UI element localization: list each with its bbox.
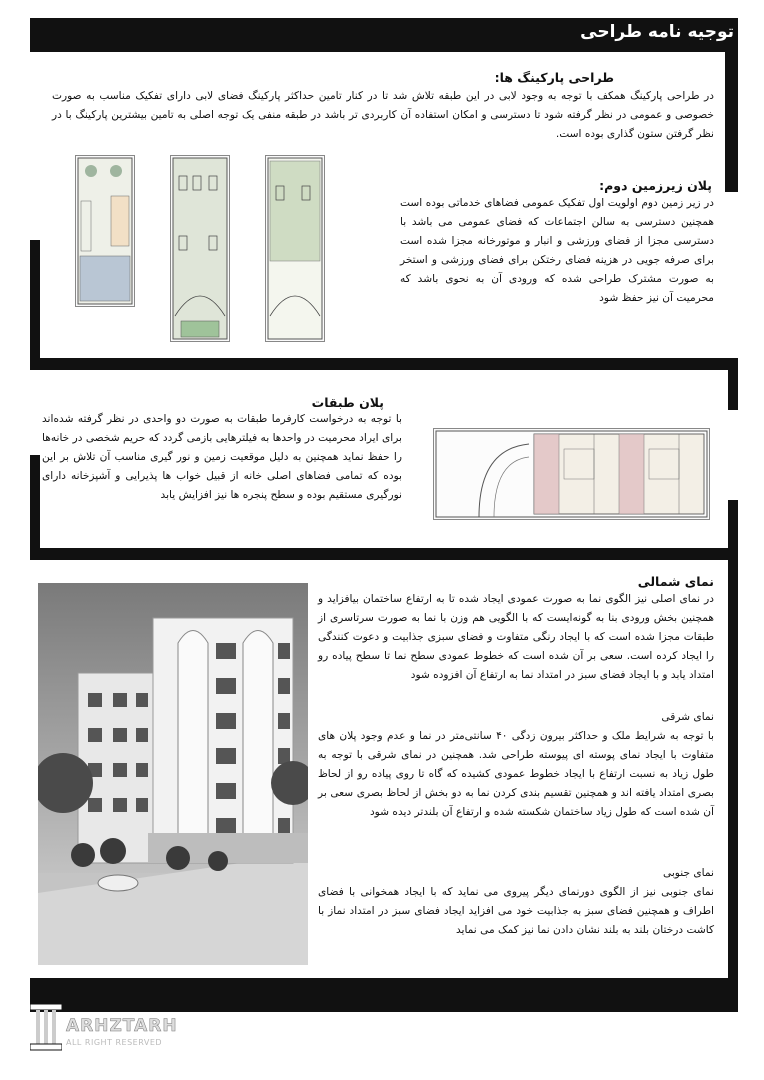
floors-heading: پلان طبقات — [311, 395, 384, 410]
basement-plan-1 — [75, 155, 135, 307]
parking-body: در طراحی پارکینگ همکف با توجه به وجود لابی در این طبقه تلاش شد تا در کنار تامین حداکثر پارکینگ فضای لابی دارای تفکیک مناسب به صورت خصوصی و عمومی در نظر گرفته شود تا دسترسی و امکان استفاده آن کاربردی تر باشد در طبقه منفی یک توجه اصلی به تامین بیشترین پارکینگ با در نظر گرفتن ستون گذاری بوده است. — [52, 90, 714, 140]
brand-logo — [30, 998, 180, 1054]
basement-heading: پلان زیرزمین دوم: — [599, 178, 712, 193]
right-vertical-bar-2 — [728, 370, 738, 410]
left-vertical-bar-2 — [30, 455, 40, 550]
parking-heading: طراحی پارکینگ ها: — [494, 70, 614, 85]
facade-heading: نمای شمالی — [637, 574, 714, 589]
divider-bar-2 — [30, 548, 738, 560]
logo-text: ARHZTARH — [66, 1016, 178, 1036]
logo-column-icon — [30, 1002, 62, 1052]
building-render — [38, 583, 308, 965]
facade-east-body: با توجه به شرایط ملک و حداکثر بیرون زدگی ۴۰ سانتی‌متر در نما و عدم وجود پلان های متفاوت با ایجاد نمای پوسته ای پیوسته طراحی شد. همچنین در نمای شرقی با توجه به طول زیاد به نسبت ارتفاع با ایجاد خطوط عمودی کشیده که گاه تا روی پیاده رو از لحاظ بصری امتداد یافته اند و همچنین تقسیم بندی کردن نما به دو بخش از لحاظ بصری سعی بر آن شده است که طول زیاد ساختمان شکسته شده و ارتفاع آن بلندتر دیده شود — [318, 730, 714, 818]
page-title: توجیه نامه طراحی — [580, 22, 734, 42]
logo-rights: ALL RIGHT RESERVED — [66, 1038, 163, 1047]
right-vertical-bar-4 — [728, 560, 738, 980]
divider-bar-1 — [30, 358, 738, 370]
right-vertical-bar-1 — [725, 52, 738, 192]
basement-body: در زیر زمین دوم اولویت اول تفکیک عمومی فضاهای خدماتی بوده است همچنین دسترسی به سالن اجتماعات که فضای عمومی می باشد با دسترسی مجزا از فضای ورزشی و انبار و موتورخانه مجزا شده است برای صرفه جویی در هزینه فضای رختکن برای فضای ورزشی و استخر به صورت مشترک طراحی شده که ورودی آن به نحوی باشد که محرمیت آن نیز حفظ شود — [400, 197, 714, 304]
facade-south-body: نمای جنوبی نیز از الگوی دورنمای دیگر پیروی می نماید که با ایجاد همخوانی با فضای اطراف و همچنین فضای سبز به جذابیت خود می افزاید ایجاد فضای سبز در امتداد نماز با کاشت درختان بلند به بلند نشان دادن نما نیز کمک می نماید — [318, 886, 714, 936]
floor-plan — [433, 428, 710, 520]
basement-plan-3 — [265, 155, 325, 342]
floors-body: با توجه به درخواست کارفرما طبقات به صورت دو واحدی در نظر گرفته شده‌اند برای ایراد محرمیت در واحدها به فیلترهایی بازمی گردد که حریم شخصی در خانه‌ها را حفظ نماید همچنین به دلیل موقعیت زمین و نور گیری مناسب آن تلاش بر این بوده که تمامی فضاهای اصلی خانه از قبیل خواب ها پذیرایی و آشپزخانه دارای نورگیری مستقیم بوده و سطح پنجره ها نیز افزایش یابد — [42, 413, 402, 501]
facade-north-body: در نمای اصلی نیز الگوی نما به صورت عمودی ایجاد شده تا به ارتفاع ساختمان بیافزاید و همچنین بخش ورودی بنا به گونه‌ایست که با الگویی هم وزن با نما به صورت سرتاسری از طبقات مجزا شده است که با ایجاد رنگی متفاوت و فضای سبزی جذابیت و دعوت کنندگی را ایجاد کرده است. سعی بر آن شده است که خطوط عمودی سطح نما تا سطح پیاده رو امتداد یابد و با ایجاد فضای سبز در امتداد نما به ارتفاع آن افزوده شود — [318, 593, 714, 681]
facade-south-title: نمای جنوبی — [663, 867, 714, 879]
left-vertical-bar-1 — [30, 240, 40, 360]
facade-east-title: نمای شرقی — [661, 711, 714, 723]
basement-plan-2 — [170, 155, 230, 342]
